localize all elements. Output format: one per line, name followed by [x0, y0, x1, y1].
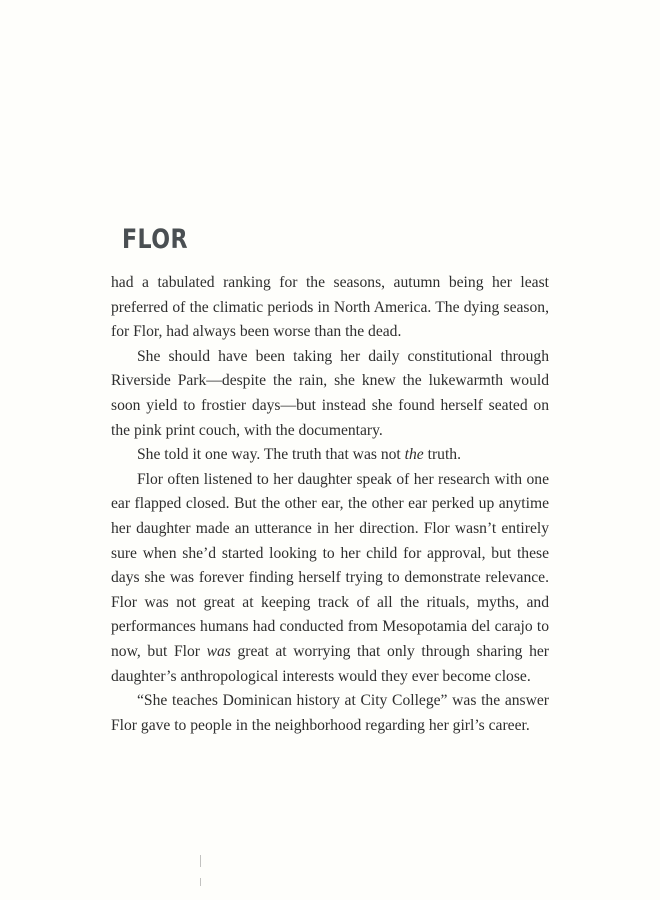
paragraph-3: [111, 443, 549, 468]
scan-artifact-mark: [200, 878, 201, 886]
scan-artifact-mark: [200, 855, 201, 867]
paragraph-3-emphasis: the: [404, 446, 424, 464]
paragraph-4: [111, 468, 549, 689]
paragraph-4-continued-after: great at worrying that only through sharing her daughter’s anthropological interests would they ever become close.: [111, 642, 549, 685]
paragraph-4-emphasis: was: [206, 642, 231, 660]
chapter-title: FLOR: [122, 224, 188, 255]
paragraph-5: “She teaches Dominican history at City College” was the answer Flor gave to people in the neighborhood regarding her girl’s career.: [111, 692, 549, 734]
chapter-body: [111, 271, 549, 738]
paragraph-2: She should have been taking her daily constitutional through Riverside Park—despite the rain, she knew the lukewarmth would soon yield to frostier days—but instead she found herself seated on the pink print couch, with the documentary.: [111, 347, 549, 439]
paragraph-1: had a tabulated ranking for the seasons, autumn being her least preferred of the climatic periods in North America. The dying season, for Flor, had always been worse than the dead.: [111, 274, 549, 341]
paragraph-3-text-before: She told it one way. The truth that was not: [137, 446, 405, 464]
paragraph-4-text: Flor often listened to her daughter speak of her research with one ear flapped closed. But the other ear, the other ear perked up anytime her daughter made an utterance in her direction. Flor wasn’t entirely sure when she’d started looking to her child for approval, but these days she was forever finding herself trying to demonstrate relevance. Flor was not great at keeping track of all the rituals, myths, and performances humans had conducted from Mesopotamia del carajo to now,: [111, 470, 549, 660]
paragraph-3-text-after: truth.: [423, 446, 461, 464]
paragraph-4-continued-before: but Flor: [147, 642, 207, 660]
